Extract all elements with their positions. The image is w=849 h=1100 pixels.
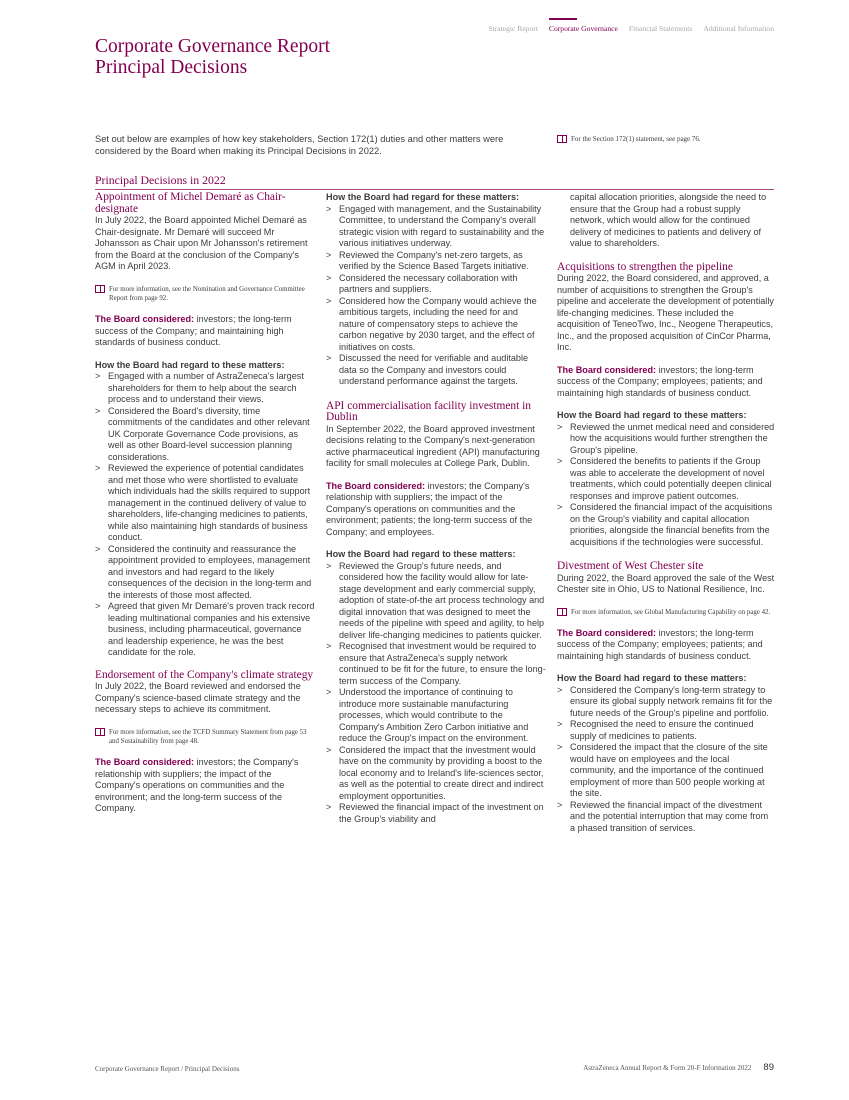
footer-right xyxy=(583,1062,774,1073)
board-considered-label: The Board considered: xyxy=(557,364,657,375)
tab-financial-statements[interactable]: Financial Statements xyxy=(628,24,693,33)
board-considered xyxy=(95,757,315,815)
footer-report-name: AstraZeneca Annual Report & Form 20-F Information 2022 xyxy=(583,1064,752,1072)
bullet-list xyxy=(557,685,775,835)
page-subtitle: Principal Decisions xyxy=(95,57,248,78)
board-considered-label: The Board considered: xyxy=(95,314,195,325)
bullet-list xyxy=(326,204,546,388)
list-item: > Agreed that given Mr Demaré's proven track record leading multinational companies and his extensive business, including pharmaceutical, governance and leadership experience, he was the best candidate for the role. xyxy=(95,601,315,659)
heading-climate-strategy: Endorsement of the Company's climate strategy xyxy=(95,668,314,681)
list-item: > Considered the financial impact of the acquisitions on the Group's viability and capital allocation priorities, alongside the financial benefits from the acquisitions if the technologies were successful. xyxy=(557,502,775,548)
board-considered xyxy=(326,481,546,539)
list-item: > Considered the continuity and reassurance the appointment provided to employees, management and investors and had regard to the likely consequences of the decision in the long-term and the interests of those most affected. xyxy=(95,544,315,602)
board-considered xyxy=(557,365,775,400)
book-icon xyxy=(557,135,567,143)
list-item: > Reviewed the Group's future needs, and considered how the facility would allow for late-stage development and early commercial supply, adoption of state-of-the art process technology and digital innovation that was designed to meet the needs of the pipeline with speed and agility, to help deliver life-changing medicines to patients quicker. xyxy=(326,561,546,642)
board-considered xyxy=(95,314,315,349)
top-navigation xyxy=(488,18,774,33)
board-considered-text: investors; the Company's relationship with suppliers; the impact of the Company's operations on communities and the environment; and the long-term success of the Company. xyxy=(95,757,299,814)
board-considered-label: The Board considered: xyxy=(557,627,657,638)
section-heading: Principal Decisions in 2022 xyxy=(95,173,226,187)
list-item: > Understood the importance of continuing to introduce more sustainable manufacturing processes, which would contribute to the Company's Ambition Zero Carbon initiative and reduce the Group's impact on the environment. xyxy=(326,687,546,745)
list-item: > Considered the necessary collaboration with partners and suppliers. xyxy=(326,273,546,296)
heading-acquisitions: Acquisitions to strengthen the pipeline xyxy=(557,260,733,273)
list-item: > Recognised that investment would be required to ensure that AstraZeneca's supply network continued to be fit for the future, to ensure the long-term success of the Company. xyxy=(326,641,546,687)
regard-heading: How the Board had regard to these matters: xyxy=(95,359,285,370)
paragraph-acquisitions: During 2022, the Board considered, and approved, a number of acquisitions to strengthen the Group's pipeline and accelerate the development of potentially life-changing medicines. These included the acquisition of TeneoTwo, Inc., Neogene Therapeutics, Inc., and the proposed acquisition of CinCor Pharma, Inc. xyxy=(557,273,774,353)
list-item: > Discussed the need for verifiable and auditable data so the Company and investors could understand performance against the targets. xyxy=(326,353,546,388)
reference-nomination[interactable] xyxy=(95,284,315,304)
list-item: > Considered how the Company would achieve the ambitious targets, including the need for and nature of compensatory steps to achieve the carbon negative by 2030 target, and the effect of initiatives on costs. xyxy=(326,296,546,354)
reference-manufacturing[interactable] xyxy=(557,607,775,617)
heading-api-dublin: API commercialisation facility investment in Dublin xyxy=(326,399,531,424)
list-item: > Considered the impact that the investment would have on the community by providing a boost to the local economy and to Ireland's life-sciences sector, as well as the potential to create direct and indirect employment opportunities. xyxy=(326,745,546,803)
board-considered-text: investors; the long-term success of the Company; employees; patients; and maintaining high standards of business conduct. xyxy=(557,627,763,661)
list-item: > Considered the Board's diversity, time commitments of the candidates and other relevant UK Corporate Governance Code provisions, as well as other Board-level succession planning considerations. xyxy=(95,406,315,464)
board-considered-text: investors; the long-term success of the Company; employees; patients; and maintaining high standards of business conduct. xyxy=(557,364,763,398)
regard-heading: How the Board had regard for these matters: xyxy=(326,192,520,202)
reference-tcfd[interactable] xyxy=(95,727,315,747)
paragraph-continued: capital allocation priorities, alongside the need to ensure that the Group had a robust supply network, which would allow for the continued delivery of medicines to patients and delivery of value to shareholders. xyxy=(570,192,767,248)
column-1 xyxy=(95,192,315,815)
list-item: > Reviewed the financial impact of the investment on the Group's viability and xyxy=(326,802,546,825)
bullet-list xyxy=(326,561,546,826)
reference-text: For more information, see Global Manufacturing Capability on page 42. xyxy=(571,608,771,616)
list-item: > Reviewed the experience of potential candidates and met those who were shortlisted to evaluate which individuals had the skills required to support management in the continued delivery of value to shareholders, life-changing medicines to patients, while also maintaining high standards of business conduct. xyxy=(95,463,315,544)
list-item: > Recognised the need to ensure the continued supply of medicines to patients. xyxy=(557,719,775,742)
list-item: > Reviewed the unmet medical need and considered how the acquisitions would further strengthen the Group's pipeline. xyxy=(557,422,775,457)
board-considered-text: investors; the long-term success of the Company; and maintaining high standards of business conduct. xyxy=(95,314,292,348)
bullet-list xyxy=(557,422,775,549)
board-considered-label: The Board considered: xyxy=(326,480,426,491)
footer-breadcrumb: Corporate Governance Report / Principal Decisions xyxy=(95,1065,240,1073)
book-icon xyxy=(95,285,105,293)
list-item: > Engaged with a number of AstraZeneca's largest shareholders for them to help about the search process and to understand their views. xyxy=(95,371,315,406)
list-item: > Considered the benefits to patients if the Group was able to accelerate the development of novel treatments, which could potentially deepen clinical responses and improve patient outcomes. xyxy=(557,456,775,502)
book-icon xyxy=(557,608,567,616)
list-item: > Considered the Company's long-term strategy to ensure its global supply network remains fit for the future needs of the Group's pipeline and portfolio. xyxy=(557,685,775,720)
list-item: > Reviewed the Company's net-zero targets, as verified by the Science Based Targets initiative. xyxy=(326,250,546,273)
regard-heading: How the Board had regard to these matters: xyxy=(557,410,747,421)
intro-reference[interactable] xyxy=(557,134,701,143)
regard-heading: How the Board had regard to these matters: xyxy=(557,673,747,684)
list-item: > Engaged with management, and the Sustainability Committee, to understand the Company's overall strategic vision with regard to sustainability and the various initiatives underway. xyxy=(326,204,546,250)
tab-corporate-governance[interactable]: Corporate Governance xyxy=(549,18,618,33)
paragraph-west-chester: During 2022, the Board approved the sale of the West Chester site in Ohio, US to National Resilience, Inc. xyxy=(557,572,775,595)
column-3 xyxy=(557,192,775,834)
section-divider xyxy=(95,189,774,190)
heading-west-chester: Divestment of West Chester site xyxy=(557,560,704,573)
reference-text: For more information, see the Nomination and Governance Committee Report from page 92. xyxy=(109,285,305,302)
board-considered-label: The Board considered: xyxy=(95,757,195,768)
intro-reference-text: For the Section 172(1) statement, see page 76. xyxy=(571,134,701,143)
list-item: > Considered the impact that the closure of the site would have on employees and the local community, and the importance of the continued employment of more than 500 people working at the site. xyxy=(557,742,775,800)
bullet-list xyxy=(95,371,315,659)
regard-heading: How the Board had regard to these matters: xyxy=(326,549,516,560)
tab-additional-information[interactable]: Additional Information xyxy=(703,24,774,33)
board-considered-text: investors; the Company's relationship with suppliers; the impact of the Company's operations on communities and the environment; patients; the long-term success of the Company; and employees. xyxy=(326,480,533,537)
page-number: 89 xyxy=(763,1062,774,1073)
reference-text: For more information, see the TCFD Summary Statement from page 53 and Sustainability from page 48. xyxy=(109,728,307,746)
intro-text: Set out below are examples of how key stakeholders, Section 172(1) duties and other matters were considered by the Board when making its Principal Decisions in 2022. xyxy=(95,134,504,157)
list-item: > Reviewed the financial impact of the divestment and the potential interruption that may come from a phased transition of services. xyxy=(557,800,775,835)
heading-chair-appointment: Appointment of Michel Demaré as Chair-designate xyxy=(95,191,286,215)
page-title: Corporate Governance Report xyxy=(95,36,330,57)
tab-strategic-report[interactable]: Strategic Report xyxy=(488,24,538,33)
column-2 xyxy=(326,192,546,825)
paragraph-api-dublin: In September 2022, the Board approved investment decisions relating to the Company's next-generation active pharmaceutical ingredient (API) manufacturing facility for small molecules at College Park, Dublin. xyxy=(326,423,540,469)
paragraph-chair-appointment: In July 2022, the Board appointed Michel Demaré as Chair-designate. Mr Demaré will succeed Mr Johansson as Chair upon Mr Johansson's retirement from the Board at the conclusion of the Company's AGM in April 2023. xyxy=(95,215,308,272)
board-considered xyxy=(557,628,775,663)
paragraph-climate-strategy: In July 2022, the Board reviewed and endorsed the Company's science-based climate strategy and the necessary steps to achieve its commitment. xyxy=(95,681,301,715)
book-icon xyxy=(95,728,105,736)
